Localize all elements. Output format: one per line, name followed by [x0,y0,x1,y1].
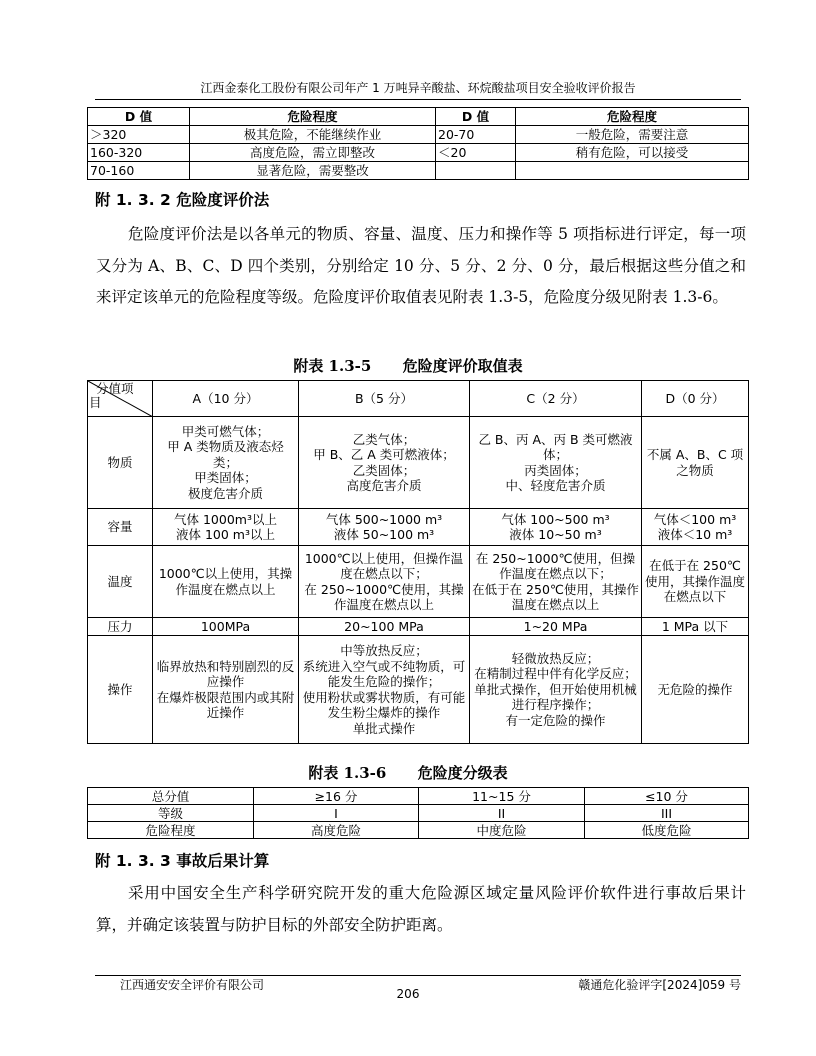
table-cell: I [254,805,419,822]
table-row [88,417,749,509]
table-cell: 1~20 MPa [470,618,642,636]
table-cell: 低度危险 [585,822,749,839]
row-label: 物质 [88,417,153,509]
table-cell: 中度危险 [419,822,585,839]
page-footer [95,975,741,992]
table-cell: II [419,805,585,822]
header-cell: D 值 [436,108,516,126]
table-cell: 总分值 [88,788,254,805]
table-cell: 乙 B、丙 A、丙 B 类可燃液体； 丙类固体； 中、轻度危害介质 [470,417,642,509]
d-value-table [87,107,749,180]
table-cell: ≥16 分 [254,788,419,805]
table-cell: 气体 100~500 m³ 液体 10~50 m³ [470,509,642,546]
section-heading: 附 1. 3. 2 危险度评价法 [95,191,270,209]
table-row [88,822,749,839]
table-caption: 附表 1.3-6 危险度分级表 [308,764,508,782]
table-cell: 气体＜100 m³ 液体＜10 m³ [642,509,749,546]
table-cell: 等级 [88,805,254,822]
table-cell: 轻微放热反应； 在精制过程中伴有化学反应； 单批式操作，但开始使用机械进行程序操作； 有一定危险的操作 [470,636,642,744]
table-cell: 气体 1000m³以上 液体 100 m³以上 [153,509,299,546]
table-cell: 在 250~1000℃使用，但操作温度在燃点以下； 在低于在 250℃使用，其操作温度在燃点以上 [470,546,642,618]
footer-company: 江西通安安全评价有限公司 [120,978,265,992]
page-number: 206 [396,987,420,1001]
section-heading: 附 1. 3. 3 事故后果计算 [95,852,270,870]
table-header-row [88,108,749,126]
corner-label-bottom: 目 [89,395,102,410]
table-row [88,805,749,822]
table-cell: 高度危险，需立即整改 [190,144,436,162]
table-cell: 160-320 [88,144,190,162]
table-cell: ≤10 分 [585,788,749,805]
table-cell: 乙类气体； 甲 B、乙 A 类可燃液体； 乙类固体； 高度危害介质 [299,417,470,509]
table-row [88,636,749,744]
table-cell: 70-160 [88,162,190,180]
table-cell: 稍有危险，可以接受 [516,144,749,162]
table-cell: 1000℃以上使用，但操作温度在燃点以下； 在 250~1000℃使用，其操作温度在燃点以上 [299,546,470,618]
header-cell: C（2 分） [470,381,642,417]
header-cell: B（5 分） [299,381,470,417]
header-cell: D（0 分） [642,381,749,417]
row-label: 温度 [88,546,153,618]
table-cell: 高度危险 [254,822,419,839]
table-cell: 临界放热和特别剧烈的反应操作 在爆炸极限范围内或其附近操作 [153,636,299,744]
header-cell: D 值 [88,108,190,126]
table-cell: 显著危险，需要整改 [190,162,436,180]
table-cell: 20-70 [436,126,516,144]
table-cell: 不属 A、B、C 项之物质 [642,417,749,509]
row-label: 压力 [88,618,153,636]
table-cell: 甲类可燃气体； 甲 A 类物质及液态烃类； 甲类固体； 极度危害介质 [153,417,299,509]
table-row [88,126,749,144]
table-row [88,788,749,805]
table-cell: 11~15 分 [419,788,585,805]
page-header: 江西金泰化工股份有限公司年产 1 万吨异辛酸盐、环烷酸盐项目安全验收评价报告 [95,80,741,100]
table-row [88,509,749,546]
table-cell: 1000℃以上使用，其操作温度在燃点以上 [153,546,299,618]
table-header-row [88,381,749,417]
table-cell: III [585,805,749,822]
body-paragraph: 采用中国安全生产科学研究院开发的重大危险源区域定量风险评价软件进行事故后果计算，并确定该装置与防护目标的外部安全防护距离。 [96,884,746,934]
table-cell: 1 MPa 以下 [642,618,749,636]
corner-label-top: 分值项 [96,381,134,396]
table-cell: 一般危险，需要注意 [516,126,749,144]
header-cell: A（10 分） [153,381,299,417]
table-row [88,546,749,618]
row-label: 容量 [88,509,153,546]
table-cell: 20~100 MPa [299,618,470,636]
table-cell: 危险程度 [88,822,254,839]
table-cell: 中等放热反应； 系统进入空气或不纯物质，可能发生危险的操作； 使用粉状或雾状物质，有可能发生粉尘爆炸的操作 单批式操作 [299,636,470,744]
table-cell: 在低于在 250℃使用，其操作温度在燃点以下 [642,546,749,618]
table-cell: ＞320 [88,126,190,144]
body-paragraph: 危险度评价法是以各单元的物质、容量、温度、压力和操作等 5 项指标进行评定，每一项又分为 A、B、C、D 四个类别，分别给定 10 分、5 分、2 分、0 分，最后根据这些分值之和来评定该单元的危险程度等级。危险度评价取值表见附表 1.3-5，危险度分级见附表 1.3-6。 [96,225,746,306]
table-cell [436,162,516,180]
table-cell: 极其危险，不能继续作业 [190,126,436,144]
table-cell: ＜20 [436,144,516,162]
table-cell: 气体 500~1000 m³ 液体 50~100 m³ [299,509,470,546]
table-caption: 附表 1.3-5 危险度评价取值表 [293,357,523,375]
table-row [88,144,749,162]
header-cell: 危险程度 [516,108,749,126]
table-cell: 100MPa [153,618,299,636]
table-cell: 无危险的操作 [642,636,749,744]
table-row [88,618,749,636]
risk-scoring-table [87,380,749,744]
header-cell: 危险程度 [190,108,436,126]
footer-report-number: 赣通危化验评字[2024]059 号 [578,978,741,992]
risk-grading-table [87,787,749,839]
diagonal-header-cell [88,381,153,417]
table-row [88,162,749,180]
row-label: 操作 [88,636,153,744]
table-cell [516,162,749,180]
